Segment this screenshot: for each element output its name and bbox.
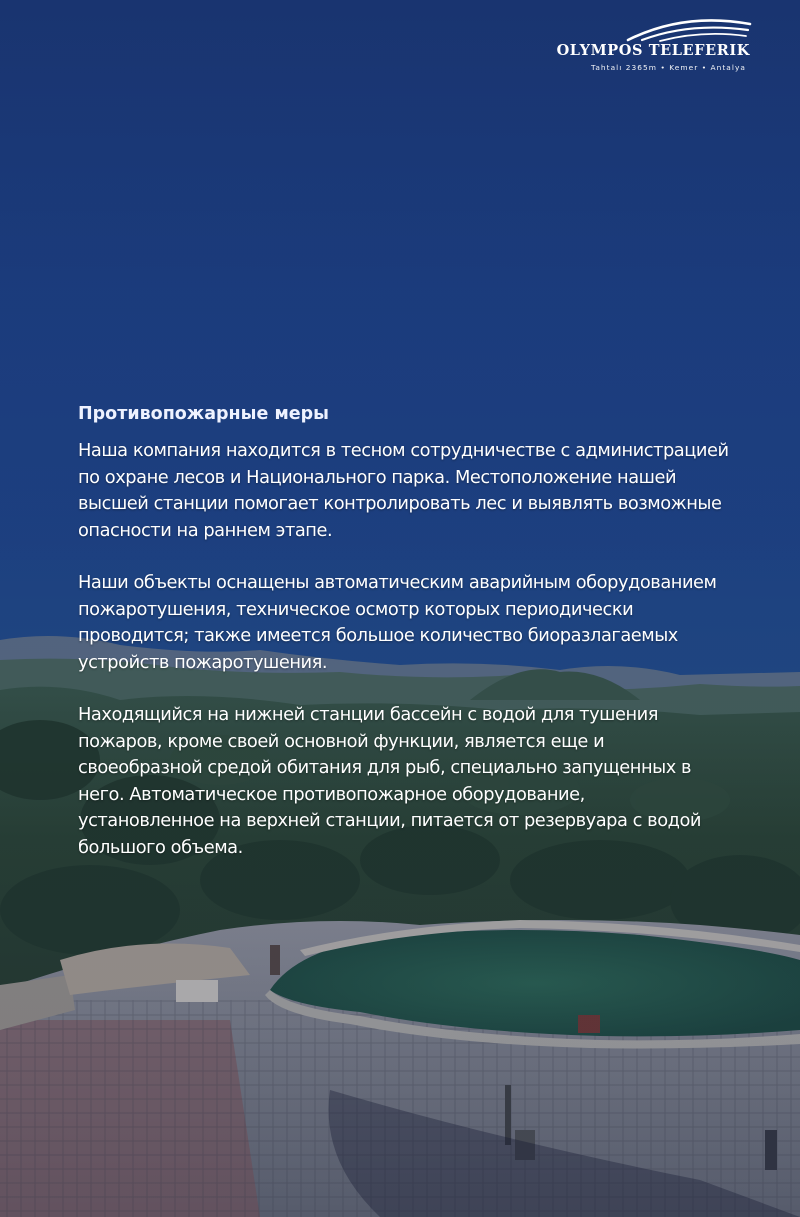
paragraph-line: высшей станции помогает контролировать лес и выявлять возможные [78,493,722,514]
section-title: Противопожарные меры [78,404,329,424]
cable-car-arc-icon [624,18,754,44]
paragraph-line: большого объема. [78,836,243,858]
paragraph-line: пожаров, кроме своей основной функции, является еще и [78,730,605,752]
paragraph-line: устройств пожаротушения. [78,651,328,673]
fire-safety-section [78,400,778,887]
paragraph-line: пожаротушения, техническое осмотр которых периодически [78,598,634,620]
paragraph-line: проводится; также имеется большое количество биоразлагаемых [78,625,678,646]
paragraph-line: по охране лесов и Национального парка. Местоположение нашей [78,466,677,488]
olympos-teleferik-logo[interactable] [556,18,760,74]
paragraph-forest-cooperation [78,438,778,544]
paragraph-line: Наши объекты оснащены автоматическим аварийным оборудованием [78,572,717,593]
logo-tagline: Tahtalı 2365m • Kemer • Antalya [591,63,746,72]
logo-name: OLYMPOS TELEFERIK [556,42,750,59]
paragraph-line: Наша компания находится в тесном сотрудничестве с администрацией [78,440,729,461]
paragraph-equipment [78,570,778,676]
paragraph-line: своеобразной средой обитания для рыб, специально запущенных в [78,757,692,778]
paragraph-pool [78,702,778,861]
paragraph-line: опасности на раннем этапе. [78,519,333,541]
paragraph-line: Находящийся на нижней станции бассейн с водой для тушения [78,704,658,725]
paragraph-line: установленное на верхней станции, питается от резервуара с водой [78,810,702,831]
paragraph-line: него. Автоматическое противопожарное оборудование, [78,783,585,805]
